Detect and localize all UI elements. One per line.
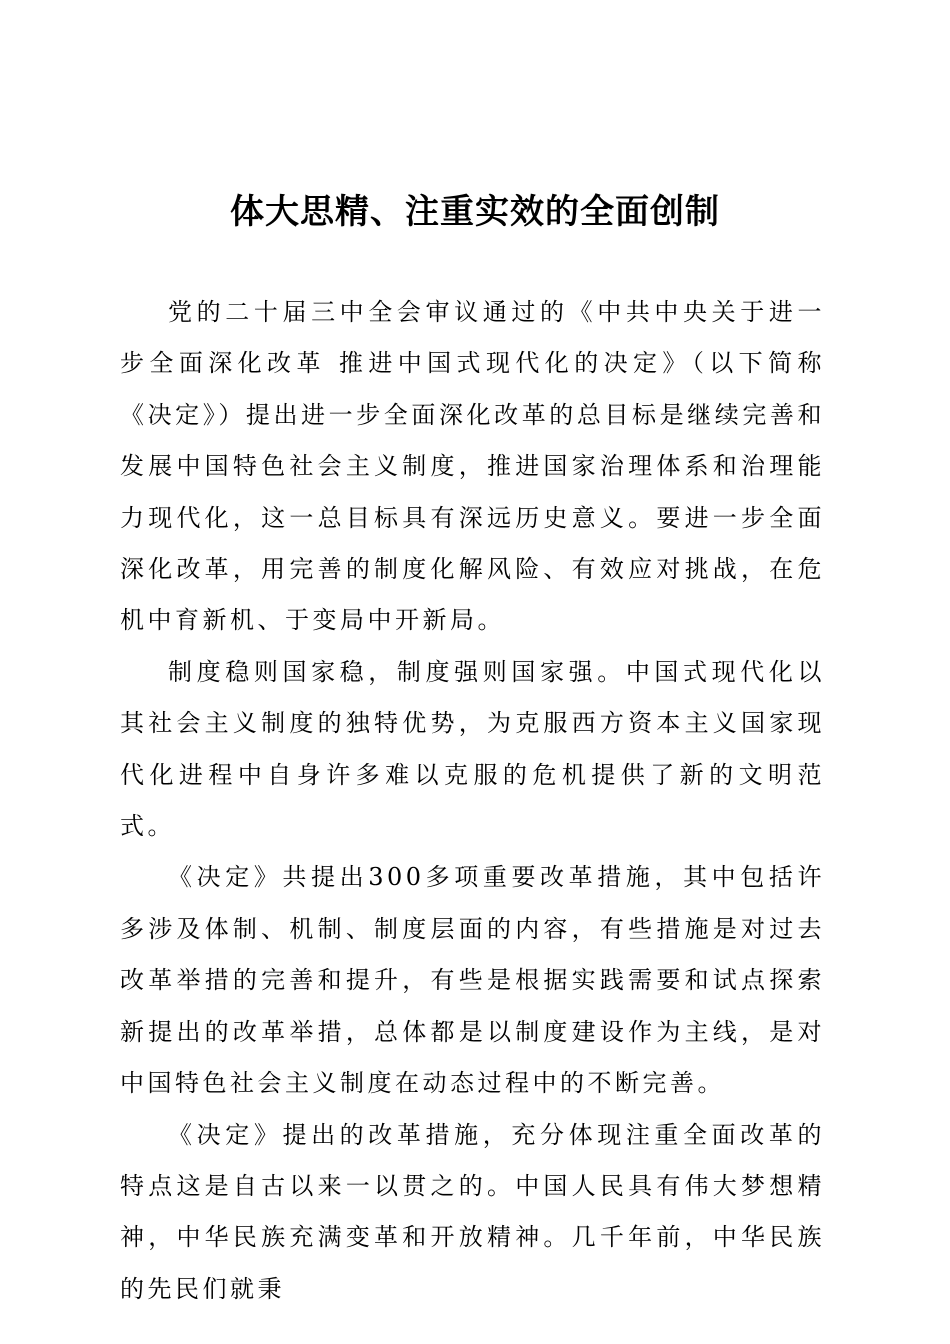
paragraph-1: 党的二十届三中全会审议通过的《中共中央关于进一步全面深化改革 推进中国式现代化的决定》（以下简称《决定》）提出进一步全面深化改革的总目标是继续完善和发展中国特色社会主义制度，推进国家治理体系和治理能力现代化，这一总目标具有深远历史意义。要进一步全面深化改革，用完善的制度化解风险、有效应对挑战，在危机中育新机、于变局中开新局。 (120, 298, 825, 635)
paragraph-2: 制度稳则国家稳，制度强则国家强。中国式现代化以其社会主义制度的独特优势，为克服西方资本主义国家现代化进程中自身许多难以克服的危机提供了新的文明范式。 (120, 657, 825, 841)
paragraph-3: 《决定》共提出300多项重要改革措施，其中包括许多涉及体制、机制、制度层面的内容，有些措施是对过去改革举措的完善和提升，有些是根据实践需要和试点探索新提出的改革举措，总体都是以制度建设作为主线，是对中国特色社会主义制度在动态过程中的不断完善。 (120, 863, 825, 1098)
document-body (120, 287, 825, 1315)
document-title: 体大思精、注重实效的全面创制 (230, 192, 720, 232)
paragraph-4: 《决定》提出的改革措施，充分体现注重全面改革的特点这是自古以来一以贯之的。中国人民具有伟大梦想精神，中华民族充满变革和开放精神。几千年前，中华民族的先民们就秉 (120, 1120, 825, 1303)
